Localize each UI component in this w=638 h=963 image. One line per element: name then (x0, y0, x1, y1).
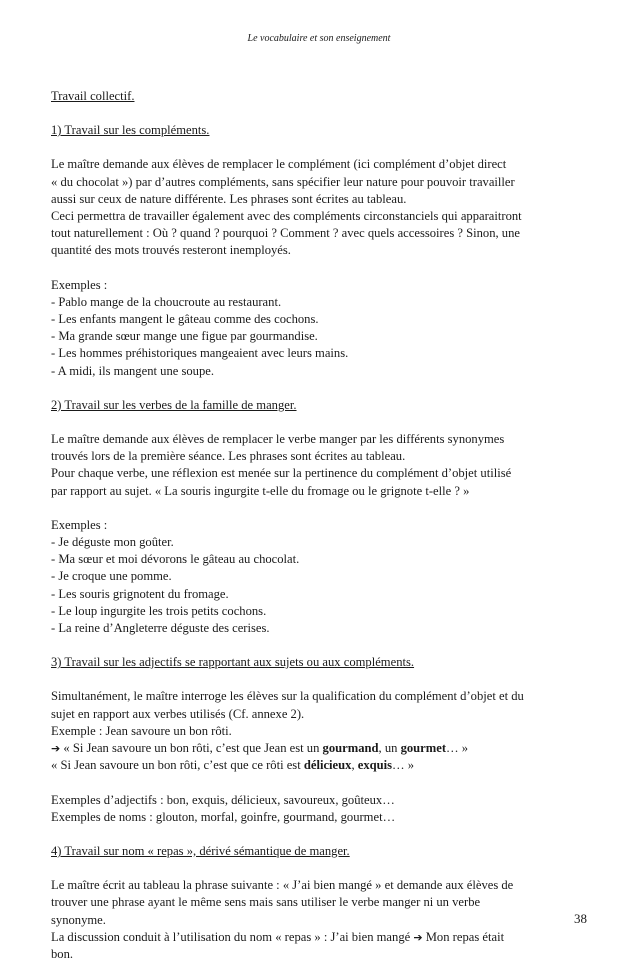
example-item: - Pablo mange de la choucroute au restaurant. (51, 294, 282, 309)
example-item: - Ma sœur et moi dévorons le gâteau au chocolat. (51, 552, 300, 567)
page-number: 38 (574, 911, 587, 926)
example-item: - Ma grande sœur mange une figue par gourmandise. (51, 329, 318, 344)
example-item: - Je déguste mon goûter. (51, 535, 174, 550)
arrow-right-icon: ➔ (413, 930, 423, 944)
text-line: trouver une phrase ayant le même sens mais sans utiliser le verbe manger ni un verbe (51, 895, 481, 910)
text-line: « Si Jean savoure un bon rôti, c’est que ce rôti est délicieux, exquis… » (51, 758, 415, 773)
text-line: ➔ « Si Jean savoure un bon rôti, c’est que Jean est un gourmand, un gourmet… » (51, 741, 469, 756)
example-item: - La reine d’Angleterre déguste des cerises. (51, 621, 270, 636)
text-line: Exemples de noms : glouton, morfal, goinfre, gourmand, gourmet… (51, 809, 396, 824)
text-line: La discussion conduit à l’utilisation du nom « repas » : J’ai bien mangé ➔ Mon repas était (51, 929, 505, 944)
example-item: - A midi, ils mangent une soupe. (51, 363, 215, 378)
text-line: Pour chaque verbe, une réflexion est menée sur la pertinence du complément d’objet utilisé (51, 466, 512, 481)
example-item: - Les hommes préhistoriques mangeaient avec leurs mains. (51, 346, 349, 361)
text-line: Exemples d’adjectifs : bon, exquis, délicieux, savoureux, goûteux… (51, 792, 395, 807)
example-item: - Les souris grignotent du fromage. (51, 586, 229, 601)
text-line: bon. (51, 946, 74, 961)
text-line: Le maître écrit au tableau la phrase suivante : « J’ai bien mangé » et demande aux élèves de (51, 878, 514, 893)
text-line: « du chocolat ») par d’autres compléments, sans spécifier leur nature pour pouvoir travailler (51, 174, 515, 189)
text-line: par rapport au sujet. « La souris ingurgite t-elle du fromage ou le grignote t-elle ? » (51, 483, 470, 498)
text-line: Ceci permettra de travailler également avec des compléments circonstanciels qui apparaitront (51, 209, 522, 224)
section-2-heading: 2) Travail sur les verbes de la famille de manger. (51, 397, 297, 412)
section-1-heading: 1) Travail sur les compléments. (51, 123, 210, 138)
section-title: Travail collectif. (51, 89, 135, 103)
text-line: quantité des mots trouvés resteront inemployés. (51, 243, 291, 258)
example-item: - Les enfants mangent le gâteau comme des cochons. (51, 312, 319, 327)
text-line: sujet en rapport aux verbes utilisés (Cf. annexe 2). (51, 706, 305, 721)
examples-label: Exemples : (51, 277, 108, 292)
arrow-right-icon: ➔ (51, 742, 61, 756)
text-line: tout naturellement : Où ? quand ? pourquoi ? Comment ? avec quels accessoires ? Sinon, une (51, 226, 520, 241)
text-line: trouvés lors de la première séance. Les phrases sont écrites au tableau. (51, 449, 406, 464)
text-line: synonyme. (51, 912, 106, 927)
example-item: - Je croque une pomme. (51, 569, 172, 584)
section-3-heading: 3) Travail sur les adjectifs se rapportant aux sujets ou aux compléments. (51, 655, 415, 670)
text-line: Simultanément, le maître interroge les élèves sur la qualification du complément d’objet et du (51, 689, 524, 704)
running-header: Le vocabulaire et son enseignement (247, 33, 391, 44)
examples-label: Exemples : (51, 517, 108, 532)
text-line: Le maître demande aux élèves de remplacer le verbe manger par les différents synonymes (51, 432, 505, 447)
text-line: aussi sur ceux de nature différente. Les phrases sont écrites au tableau. (51, 191, 407, 206)
example-item: - Le loup ingurgite les trois petits cochons. (51, 603, 267, 618)
text-line: Le maître demande aux élèves de remplacer le complément (ici complément d’objet direct (51, 157, 507, 172)
document-body (51, 88, 589, 963)
section-4-heading: 4) Travail sur nom « repas », dérivé sémantique de manger. (51, 843, 350, 858)
text-line: Exemple : Jean savoure un bon rôti. (51, 723, 232, 738)
